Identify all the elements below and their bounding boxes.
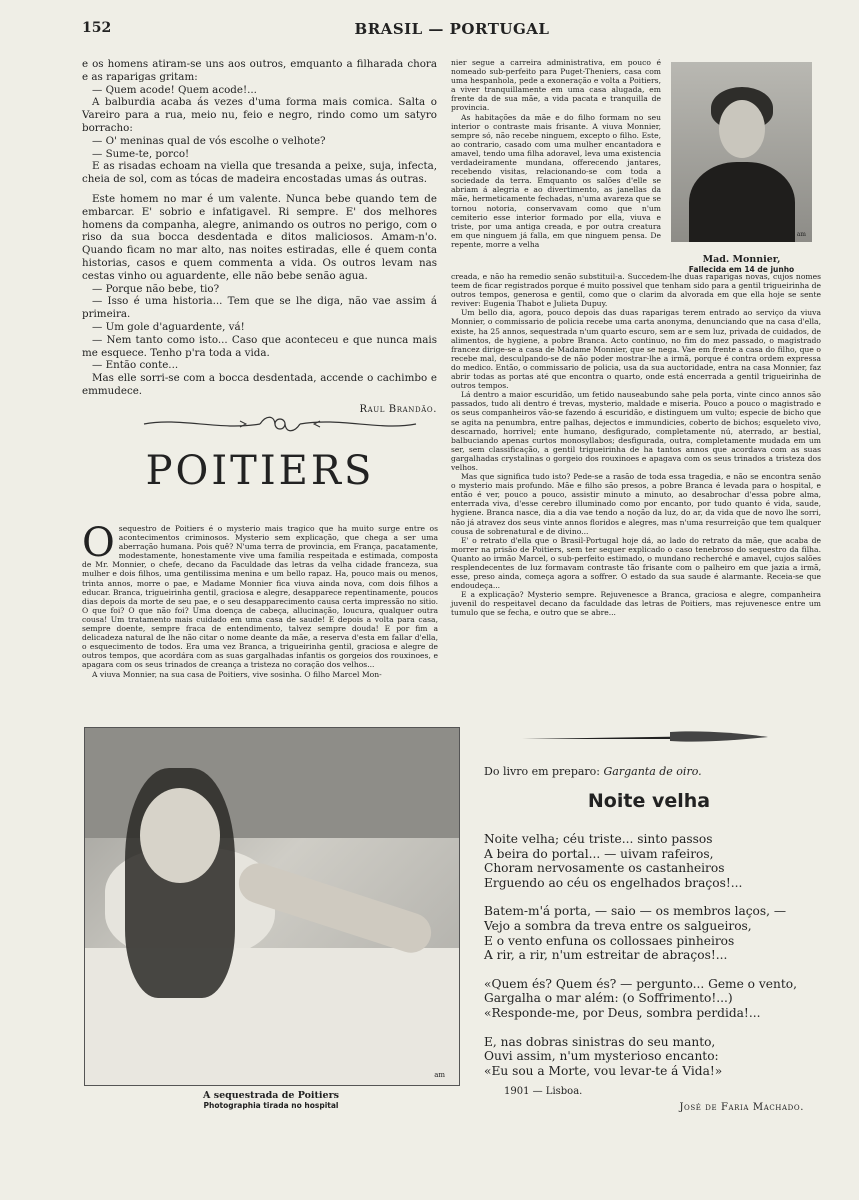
poem-book-title: Garganta de oiro. (603, 765, 702, 778)
poem-stanza (484, 904, 819, 962)
article-paragraph: Lá dentro a maior escuridão, um fetido nauseabundo sahe pela porta, vinte cinco annos são passados, tudo ali dentro é trevas, mysterio, maldade e miseria. Pouco a pouco o magistrado e os seus companheiros vão-se fazendo á escuridão, e distinguem um vulto; especie de bicho que se agita na penumbra, entre palhas, dejectos e immundicies, coberto de bichos; esqueleto vivo, descarnado, horrivel; ente humano, desfigurado, completamente nú, aterrado, ar bestial, balbuciando apenas curtos monosyllabos; desfigurada, outra, completamente mudada em um ser, sem classificação, a gentil trigueirinha de ha tantos annos que acordava com as suas gargalhadas crystalinas o gorgeio dos rouxinoes e apagava com os seus trinados a tristeza dos velhos. (451, 390, 821, 472)
story-author: Raul Brandão. (359, 403, 437, 415)
poem-intro-label: Do livro em preparo: (484, 765, 600, 778)
photo-subtitle: Photographia tirada no hospital (203, 1101, 339, 1110)
poem-line: A rir, a rir, n'um estreitar de abraços!... (484, 948, 728, 963)
poem-line: Batem-m'á porta, — saio — os membros laços, — (484, 904, 787, 919)
article-paragraph: creada, e não ha remedio senão substituil-a. Succedem-lhe duas raparigas novas, cujos nomes teem de ficar registrados porque é muito possivel que tenham sido para a gentil trigueirinha de outros tempos, generosa e gentil, como que o clarim da alvorada em que ella hoje se sente reviver: Eugenia Thabot e Julieta Dupuy. (451, 272, 821, 309)
article-paragraph: E a explicação? Mysterio sempre. Rejuvenesce a Branca, graciosa e alegre, companheira juvenil do respeitavel decano da faculdade das letras de Poitiers, mas rejuvenesce entre um tumulo que se fecha, e outro que se abre... (451, 590, 821, 618)
poem-body (484, 832, 819, 1092)
portrait-caption (671, 254, 812, 274)
poem-line: «Quem és? Quem és? — pergunto... Geme o vento, (484, 976, 797, 991)
article-paragraph: E' o retrato d'ella que o Brasil-Portugal hoje dá, ao lado do retrato da mãe, que acaba de morrer na prisão de Poitiers, sem ter sequer explicado o caso tenebroso do sequestro da filha. Quanto ao irmão Marcel, o sub-perfeito estimado, o mundano recherché e amavel, cujos salões resplendecentes de luz formavam contraste tão frisante com o palheiro em que jazia a irmã, esse, preso ainda, começa agora a soffrer. O estado da sua saude é alarmante. Receia-se que endoudeça... (451, 535, 821, 591)
story-paragraph: — Sume-te, porco! (92, 147, 190, 160)
article-column-2 (451, 58, 661, 249)
story-paragraph: — Então conte... (92, 359, 179, 372)
poem-date: 1901 — Lisboa. (504, 1086, 583, 1097)
article-paragraph: Um bello dia, agora, pouco depois das duas raparigas terem entrado ao serviço da viuva Monnier, o commissario de policia recebe uma carta anonyma, denunciando que na casa d'ella, existe, ha 25 annos, sequestrada n'um quarto escuro, sem ar e sem luz, privada de cuidados, de alimentos, de hygiene, a pobre Branca. Acto continuo, no fim do mez passado, o magistrado francez dirige-se a casa de Madame Monnier, que se nega. Vae em frente a casa do filho, que o recebe mal, desculpando-se de não poder mostrar-lhe a irmã, porque é contra ordem expressa do medico. Então, o commissario de policia, usa da sua auctoridade, entra na casa Monnier, faz abrir todas as portas até que encontra o quarto, onde está encerrada a gentil trigueirinha de outros tempos. (451, 308, 821, 391)
poem-line: Choram nervosamente os castanheiros (484, 861, 725, 876)
poem-line: A beira do portal... — uivam rafeiros, (484, 846, 714, 861)
poem-stanza (484, 832, 819, 890)
story-paragraph: E as risadas echoam na viella que tresanda a peixe, suja, infecta, cheia de sol, com as tócas de madeira encostadas umas ás outras. (82, 160, 437, 186)
article-title: POITIERS (145, 448, 375, 494)
article-lead: sequestro de Poitiers é o mysterio mais tragico que ha muito surge entre os acontecimentos criminosos. Mysterio sem explicação, que chega a ser uma aberração humana. Pois quê? N'uma terra de provincia, em França, pacatamente, modestamente, honestamente vive uma familia respeitada e estimada, composta de Mr. Monnier, o chefe, decano da Faculdade das letras da velha cidade franceza, sua mulher e dois filhos, uma gentilissima menina e um bello rapaz. Ha, pouco mais ou menos, trinta annos, morre o pae, e Madame Monnier fica viuva ainda nova, com dois filhos a educar. Branca, trigueirinha gentil, graciosa e alegre, desapparece repentinamente, poucos dias depois da morte de seu pae, e o seu desapparecimento causa certa impressão no sitio. O que foi? O que não foi? Uma doença de cabeça, allucinação, loucura, qualquer outra cousa! Um tratamento mais cuidado em uma casa de saude! E depois a volta para casa, sempre doente, sempre fraca de entendimento, talvez sempre douda! E por fim a delicadeza natural de lhe não citar o nome deante da mãe, a reserva d'esta em fallar d'ella, o esquecimento de todos. Era uma vez Branca, a trigueirinha gentil, graciosa e alegre de outros tempos, que acordára com as suas gargalhadas infantis os gorgeios dos rouxinoes, e apagara com os seus trinados de creança a tristeza no coração dos velhos... (82, 524, 438, 670)
story-paragraph: Este homem no mar é um valente. Nunca bebe quando tem de embarcar. E' sobrio e infatigavel. Ri sempre. E' dos melhores homens da companha, alegre, animando os outros no perigo, com o riso da sua bocca desdentada e ditos maliciosos. Amam-n'o. Quando ficam no mar alto, nas noites estiradas, elle é quem conta historias, casos e quem commenta a vida. Os outros levam nas cestas vinho ou aguardente, elle não bebe senão agua. (82, 192, 437, 282)
story-paragraph: e os homens atiram-se uns aos outros, emquanto a filharada chora e as raparigas gritam: (82, 58, 437, 83)
poem-line: E, nas dobras sinistras do seu manto, (484, 1034, 716, 1049)
running-title: BRASIL — PORTUGAL (354, 20, 550, 38)
ornament-divider (140, 413, 420, 435)
page-header (82, 20, 822, 42)
poem-line: Noite velha; céu triste... sinto passos (484, 832, 713, 846)
poem-line: «Responde-me, por Deus, sombra perdida!... (484, 1005, 761, 1020)
photo-caption (84, 1090, 458, 1110)
article-paragraph: A viuva Monnier, na sua casa de Poitiers, vive sosinha. O filho Marcel Mon- (92, 669, 382, 679)
story-paragraph: — Porque não bebe, tio? (92, 282, 220, 295)
story-paragraph: — Nem tanto como isto... Caso que aconteceu e que nunca mais me esquece. Tenho p'ra toda a vida. (82, 333, 437, 359)
poem-line: Erguendo ao céu os engelhados braços!... (484, 875, 743, 890)
story-paragraph: — O' meninas qual de vós escolhe o velhote? (92, 134, 326, 147)
hospital-photo (84, 727, 460, 1086)
poem-line: «Eu sou a Morte, vou levar-te á Vida!» (484, 1063, 723, 1078)
article-paragraph: As habitações da mãe e do filho formam no seu interior o contraste mais frisante. A viuva Monnier, sempre só, não recebe ninguem, excepto o filho. Este, ao contrario, casado com uma mulher encantadora e amavel, tendo uma filha adoravel, leva uma existencia verdadeiramente mundana, offerecendo jantares, recebendo visitas, relacionando-se com toda a sociedade da terra. Emquanto os salões d'elle se abriam á alegria e ao divertimento, as janellas da mãe, hermeticamente fechadas, n'uma avareza que se tornou notoria, conservavam como que n'um cemiterio esse interior formado por ella, viuva e triste, por uma antiga creada, e por outra creatura em que ninguem já falla, em que ninguem pensa. De repente, morre a velha (451, 112, 661, 249)
article-lead-column (82, 520, 438, 679)
poem-line: Gargalha o mar além: (o Soffrimento!...) (484, 991, 733, 1006)
poem-title: Noite velha (587, 790, 711, 812)
portrait-photo (671, 62, 812, 242)
poem-author: José de Faria Machado. (679, 1102, 804, 1113)
portrait-signature: am (796, 231, 806, 238)
poem-stanza (484, 977, 819, 1021)
poem-intro (484, 765, 814, 778)
page-number: 152 (82, 20, 112, 36)
photo-signature: am (434, 1071, 445, 1079)
article-column-3 (451, 272, 821, 618)
portrait-name: Mad. Monnier, (702, 254, 781, 265)
poem-line: Ouvi assim, n'um mysterioso encanto: (484, 1049, 719, 1064)
story-paragraph: Mas elle sorri-se com a bocca desdentada, accende o cachimbo e emmudece. (82, 372, 437, 397)
poem-stanza (484, 1035, 819, 1079)
photo-title: A sequestrada de Poitiers (203, 1090, 339, 1101)
portrait-date: Fallecida em 14 de junho (688, 265, 795, 274)
story-paragraph: — Isso é uma historia... Tem que se lhe diga, não vae assim á primeira. (82, 295, 437, 321)
article-paragraph: Mas que significa tudo isto? Pede-se a rasão de toda essa tragedia, e não se encontra senão o mysterio mais profundo. Mãe e filho são presos, a pobre Branca é levada para o hospital, e então é ver, pouco a pouco, assistir minuto a minuto, ao desabrochar d'essa pobre alma, enterrada viva, d'esse cerebro illuminado como por encanto, por tudo quanto é vida, saude, hygiene. Branca nasce, dia a dia vae tendo a noção da luz, do ar, da vida que de novo lhe sorri, não já atravez dos seus vinte annos floridos e alegres, mas n'uma resurreição que tem qualquer cousa de sobrenatural e de divino... (451, 472, 821, 536)
quill-pen-icon (520, 730, 770, 744)
story-paragraph: A balburdia acaba ás vezes d'uma forma mais comica. Salta o Vareiro para a rua, meio nu, feio e negro, rindo como um satyro borracho: (82, 96, 437, 134)
poem-line: E o vento enfuna os collossaes pinheiros (484, 933, 735, 948)
poem-line: Vejo a sombra da treva entre os salgueiros, (484, 918, 752, 933)
poem-footer (484, 1086, 804, 1126)
story-paragraph: — Quem acode! Quem acode!... (92, 83, 257, 96)
article-paragraph: nier segue a carreira administrativa, em pouco é nomeado sub-perfeito para Puget-Theniers, casa com uma hespanhola, pede a exoneração e volta a Poitiers, a viver tranquillamente em uma casa alugada, em frente da de sua mãe, a vida pacata e tranquilla de provincia. (451, 58, 661, 113)
drop-cap: O (82, 520, 115, 566)
story-column (82, 58, 437, 417)
story-paragraph: — Um gole d'aguardente, vá! (92, 320, 245, 333)
